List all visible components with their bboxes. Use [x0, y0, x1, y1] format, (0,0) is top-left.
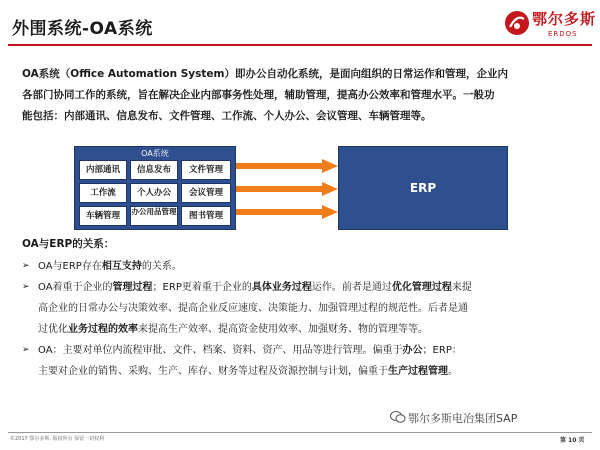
- oa-cell-internal-comm: 内部通讯: [79, 160, 127, 180]
- watermark-text: 鄂尔多斯电冶集团SAP: [408, 412, 518, 425]
- oa-cell-personal-office: 个人办公: [130, 183, 178, 203]
- logo-text-en: ERDOS: [548, 30, 578, 38]
- bullet-text-bold: 管理过程: [112, 282, 153, 293]
- logo-mark-icon: [504, 10, 530, 36]
- bullet-text-bold: 生产过程管理: [388, 366, 448, 377]
- arrow-right-icon: [236, 159, 338, 173]
- intro-paragraph: [22, 64, 582, 127]
- bullet-continuation: [22, 361, 582, 382]
- oa-cell-vehicle-mgmt: 车辆管理: [79, 206, 127, 226]
- intro-line: 各部门协同工作的系统，旨在解决企业内部事务性处理，辅助管理，提高办公效率和管理水平。一般功: [22, 89, 495, 101]
- erp-box: ERP: [338, 146, 508, 230]
- bullet-text-bold: 具体业务过程: [251, 282, 312, 293]
- oa-system-box: [74, 146, 236, 230]
- bullet-text: 运作。前者是通过: [311, 282, 392, 293]
- bullet-text-bold: 业务过程的效率: [68, 324, 138, 335]
- wechat-icon: [390, 410, 406, 424]
- bullet-text: 。: [448, 366, 458, 377]
- bullet-text: 来提高生产效率、提高资金使用效率、加强财务、物的管理等等。: [138, 324, 428, 335]
- intro-line: OA系统（Office Automation System）即办公自动化系统，是面向组织的日常运作和管理，企业内: [22, 68, 508, 80]
- bullet-text: OA着重于企业的: [38, 282, 113, 293]
- relation-heading: OA与ERP的关系：: [22, 238, 115, 250]
- bullet-arrow-icon: ➢: [22, 261, 30, 271]
- page-title: 外围系统-OA系统: [12, 19, 153, 39]
- bullet-text: ；ERP：: [422, 345, 462, 356]
- bullet-continuation: 高企业的日常办公与决策效率、提高企业反应速度、决策能力、加强管理过程的规范性。后者是通: [38, 303, 468, 314]
- arrow-right-icon: [236, 182, 338, 196]
- bullet-text-bold: 相互支持: [101, 261, 142, 272]
- relation-list: [22, 256, 582, 382]
- oa-cell-workflow: 工作流: [79, 183, 127, 203]
- intro-line: 能包括：内部通讯、信息发布、文件管理、工作流、个人办公、会议管理、车辆管理等。: [22, 110, 432, 122]
- page-number: 第 10 页: [560, 437, 585, 444]
- bullet-continuation: [22, 319, 582, 340]
- bullet-arrow-icon: ➢: [22, 282, 30, 292]
- list-item: [22, 256, 582, 277]
- bullet-text: ；ERP更着重于企业的: [152, 282, 252, 293]
- oa-box-title: OA系统: [141, 149, 169, 158]
- oa-cell-supplies-mgmt: 办公用品管理: [130, 206, 178, 226]
- bullet-text: 过优化: [38, 324, 68, 335]
- oa-cell-info-publish: 信息发布: [130, 160, 178, 180]
- bullet-text: OA与ERP存在: [38, 261, 102, 272]
- copyright-text: ©2017 鄂尔多斯. 版权所有 保留一切权利: [10, 436, 105, 442]
- oa-cell-library-mgmt: 图书管理: [181, 206, 231, 226]
- logo-text-cn: 鄂尔多斯: [532, 10, 597, 28]
- arrow-right-icon: [236, 205, 338, 219]
- bullet-arrow-icon: ➢: [22, 345, 30, 355]
- bullet-text-bold: 优化管理过程: [391, 282, 452, 293]
- bullet-text: 主要对企业的销售、采购、生产、库存、财务等过程及资源控制与计划，偏重于: [38, 366, 388, 377]
- bullet-text-bold: 办公: [402, 345, 423, 356]
- header-divider: [8, 44, 592, 46]
- oa-cell-meeting-mgmt: 会议管理: [181, 183, 231, 203]
- list-item: [22, 277, 582, 298]
- company-logo: [504, 8, 596, 42]
- list-item: [22, 340, 582, 361]
- footer-divider: [8, 432, 592, 433]
- bullet-text: 的关系。: [141, 261, 182, 272]
- oa-cell-file-mgmt: 文件管理: [181, 160, 231, 180]
- bullet-text: OA：主要对单位内流程审批、文件、档案、资料、资产、用品等进行管理。偏重于: [38, 345, 403, 356]
- bullet-text: 来提: [451, 282, 472, 293]
